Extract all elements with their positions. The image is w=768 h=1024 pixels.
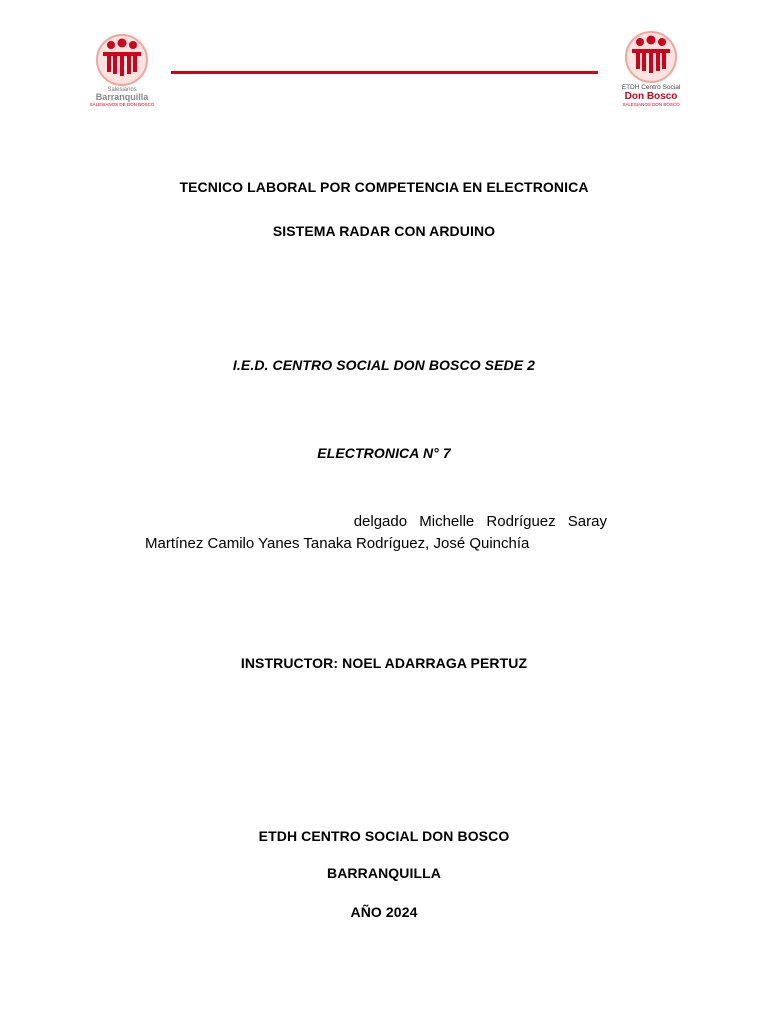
don-bosco-logo	[614, 30, 688, 110]
project-title: SISTEMA RADAR CON ARDUINO	[272, 223, 496, 239]
logo-line-3: SALESIANOS DE DON BOSCO	[89, 102, 155, 107]
logo-line-2: Don Bosco	[624, 91, 678, 102]
city-name: BARRANQUILLA	[327, 865, 441, 881]
logo-line-1: ETDH Centro Social	[621, 84, 681, 91]
program-title: TECNICO LABORAL POR COMPETENCIA EN ELECTRONICA	[179, 179, 589, 195]
authors-line-1: delgado Michelle Rodríguez Saray	[353, 513, 607, 530]
header-divider	[171, 71, 598, 74]
salesianos-logo	[86, 34, 158, 110]
logo-line-3: SALESIANOS DON BOSCO	[622, 102, 680, 107]
year-line: AÑO 2024	[350, 904, 418, 920]
salesianos-figures-icon	[86, 34, 158, 86]
institution-name: I.E.D. CENTRO SOCIAL DON BOSCO SEDE 2	[232, 357, 536, 373]
instructor-line: INSTRUCTOR: NOEL ADARRAGA PERTUZ	[240, 655, 528, 671]
logo-line-1: Salesianos	[107, 87, 137, 93]
authors-block	[145, 511, 607, 555]
group-name: ELECTRONICA N° 7	[317, 445, 451, 461]
center-name: ETDH CENTRO SOCIAL DON BOSCO	[258, 828, 510, 844]
authors-line-2: Martínez Camilo Yanes Tanaka Rodríguez, José Quinchía	[145, 535, 530, 552]
don-bosco-figures-icon	[614, 30, 688, 84]
logo-line-2: Barranquilla	[95, 92, 149, 102]
